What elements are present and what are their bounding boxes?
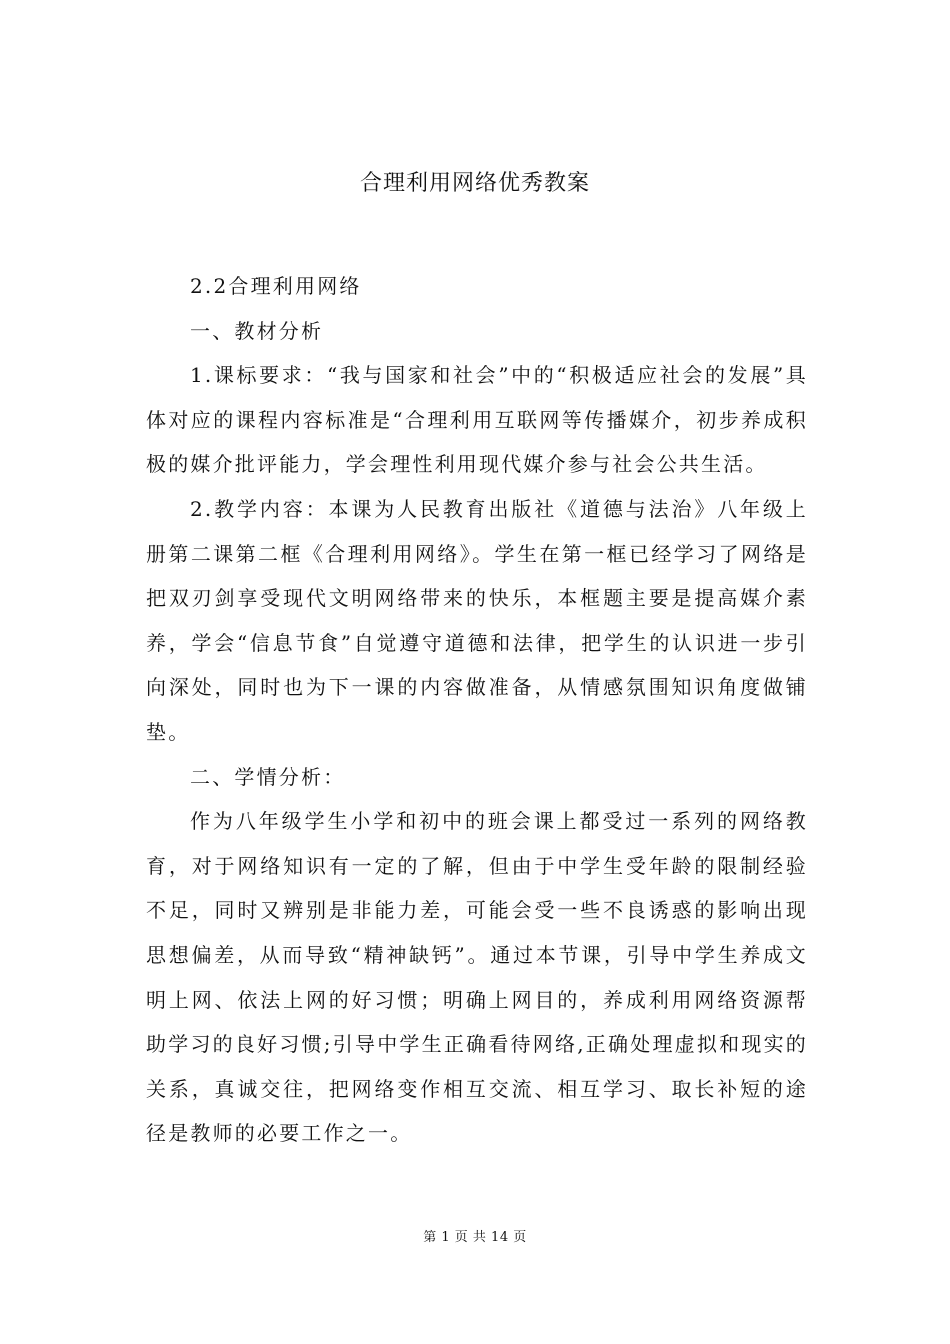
body-paragraph: 2.教学内容：本课为人民教育出版社《道德与法治》八年级上册第二课第二框《合理利用网络》。学生在第一框已经学习了网络是把双刃剑享受现代文明网络带来的快乐，本框题主要是提高媒介素养，学会“信息节食”自觉遵守道德和法律，把学生的认识进一步引向深处，同时也为下一课的内容做准备，从情感氛围知识角度做铺垫。: [146, 496, 808, 744]
document-body: [146, 264, 808, 1156]
document-title: 合理利用网络优秀教案: [359, 171, 590, 196]
page-number-footer: 第 1 页 共 14 页: [423, 1230, 527, 1245]
section-heading: 一、教材分析: [190, 318, 324, 343]
body-paragraph: 1.课标要求：“我与国家和社会”中的“积极适应社会的发展”具体对应的课程内容标准是“合理利用互联网等传播媒介，初步养成积极的媒介批评能力，学会理性利用现代媒介参与社会公共生活。: [146, 363, 808, 477]
section-heading: 2.2合理利用网络: [190, 274, 362, 298]
section-heading: 二、学情分析：: [190, 764, 346, 789]
body-paragraph: 作为八年级学生小学和初中的班会课上都受过一系列的网络教育，对于网络知识有一定的了解，但由于中学生受年龄的限制经验不足，同时又辨别是非能力差，可能会受一些不良诱惑的影响出现思想偏差，从而导致“精神缺钙”。通过本节课，引导中学生养成文明上网、依法上网的好习惯；明确上网目的，养成利用网络资源帮助学习的良好习惯;引导中学生正确看待网络,正确处理虚拟和现实的关系，真诚交往，把网络变作相互交流、相互学习、取长补短的途径是教师的必要工作之一。: [146, 809, 808, 1146]
